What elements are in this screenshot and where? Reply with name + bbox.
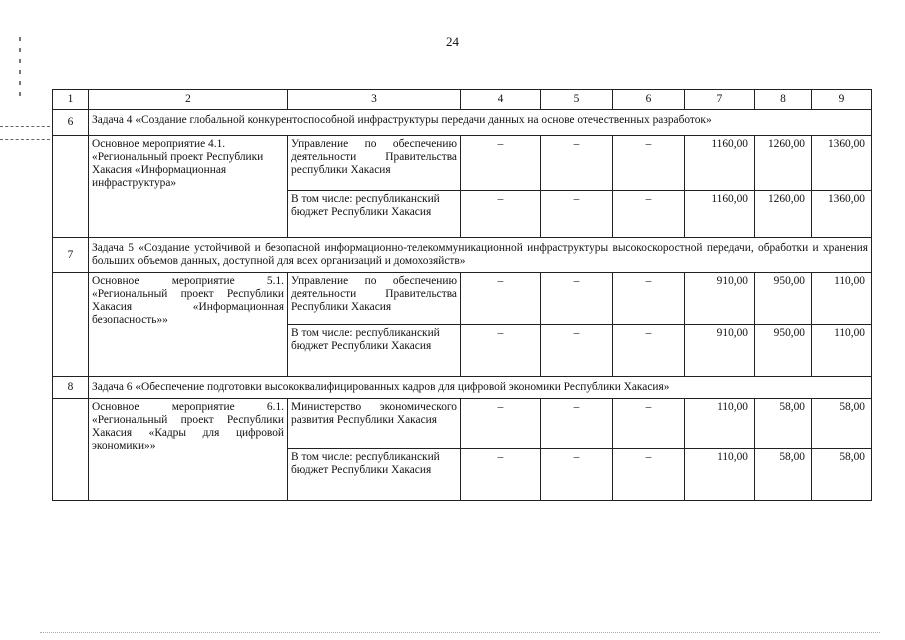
value-cell: 110,00 [685,449,755,501]
row-number: 7 [53,238,89,273]
dash-cell: – [541,449,613,501]
dash-cell: – [613,136,685,191]
value-cell: 1360,00 [812,136,872,191]
measure-name: Основное мероприятие 4.1. «Региональный проект Республики Хакасия «Информационная инфраструктура» [89,136,288,238]
scan-bottom-noise [40,632,880,633]
dash-cell: – [541,325,613,377]
header-cell: 2 [89,90,288,110]
value-cell: 58,00 [755,449,812,501]
measure-name: Основное мероприятие 6.1. «Региональный проект Республики Хакасия «Кадры для цифровой экономики»» [89,399,288,501]
table-row [53,399,872,449]
dash-cell: – [461,325,541,377]
scan-dash-line [0,139,50,140]
value-cell: 58,00 [755,399,812,449]
row-number: 8 [53,377,89,399]
table-row [53,273,872,325]
empty-cell [53,136,89,238]
header-cell: 9 [812,90,872,110]
value-cell: 1260,00 [755,136,812,191]
header-cell: 5 [541,90,613,110]
dash-cell: – [613,449,685,501]
header-cell: 3 [288,90,461,110]
dash-cell: – [461,273,541,325]
value-cell: 950,00 [755,273,812,325]
task-row [53,377,872,399]
dash-cell: – [541,191,613,238]
executor-cell: Управление по обеспечению деятельности Правительства республики Хакасия [288,136,461,191]
table-row [53,136,872,191]
value-cell: 910,00 [685,273,755,325]
header-cell: 1 [53,90,89,110]
value-cell: 950,00 [755,325,812,377]
dash-cell: – [541,399,613,449]
scan-edge-marks [16,30,26,180]
value-cell: 910,00 [685,325,755,377]
executor-cell: В том числе: республиканский бюджет Республики Хакасия [288,449,461,501]
scan-dash-line [0,126,50,127]
header-cell: 4 [461,90,541,110]
dash-cell: – [461,399,541,449]
executor-cell: Министерство экономического развития Республики Хакасия [288,399,461,449]
dash-cell: – [461,191,541,238]
task-row [53,238,872,273]
value-cell: 110,00 [812,273,872,325]
row-number: 6 [53,110,89,136]
task-title: Задача 6 «Обеспечение подготовки высококвалифицированных кадров для цифровой экономики Республики Хакасия» [89,377,872,399]
header-row [53,90,872,110]
program-table [52,89,872,501]
value-cell: 1260,00 [755,191,812,238]
value-cell: 110,00 [685,399,755,449]
executor-cell: В том числе: республиканский бюджет Республики Хакасия [288,325,461,377]
task-title: Задача 4 «Создание глобальной конкурентоспособной инфраструктуры передачи данных на основе отечественных разработок» [89,110,872,136]
value-cell: 58,00 [812,449,872,501]
empty-cell [53,399,89,501]
dash-cell: – [541,273,613,325]
header-cell: 6 [613,90,685,110]
value-cell: 1360,00 [812,191,872,238]
dash-cell: – [613,325,685,377]
header-cell: 8 [755,90,812,110]
task-row [53,110,872,136]
empty-cell [53,273,89,377]
dash-cell: – [613,273,685,325]
dash-cell: – [613,399,685,449]
dash-cell: – [461,136,541,191]
measure-name: Основное мероприятие 5.1. «Региональный проект Республики Хакасия «Информационная безопасность»» [89,273,288,377]
executor-cell: Управление по обеспечению деятельности Правительства Республики Хакасия [288,273,461,325]
value-cell: 1160,00 [685,191,755,238]
header-cell: 7 [685,90,755,110]
page-number: 24 [446,34,459,49]
value-cell: 110,00 [812,325,872,377]
dash-cell: – [541,136,613,191]
dash-cell: – [461,449,541,501]
dash-cell: – [613,191,685,238]
executor-cell: В том числе: республиканский бюджет Республики Хакасия [288,191,461,238]
value-cell: 58,00 [812,399,872,449]
value-cell: 1160,00 [685,136,755,191]
task-title: Задача 5 «Создание устойчивой и безопасной информационно-телекоммуникационной инфраструктуры высокоскоростной передачи, обработки и хранения больших объемов данных, доступной для всех организаций и домохозяйств» [89,238,872,273]
